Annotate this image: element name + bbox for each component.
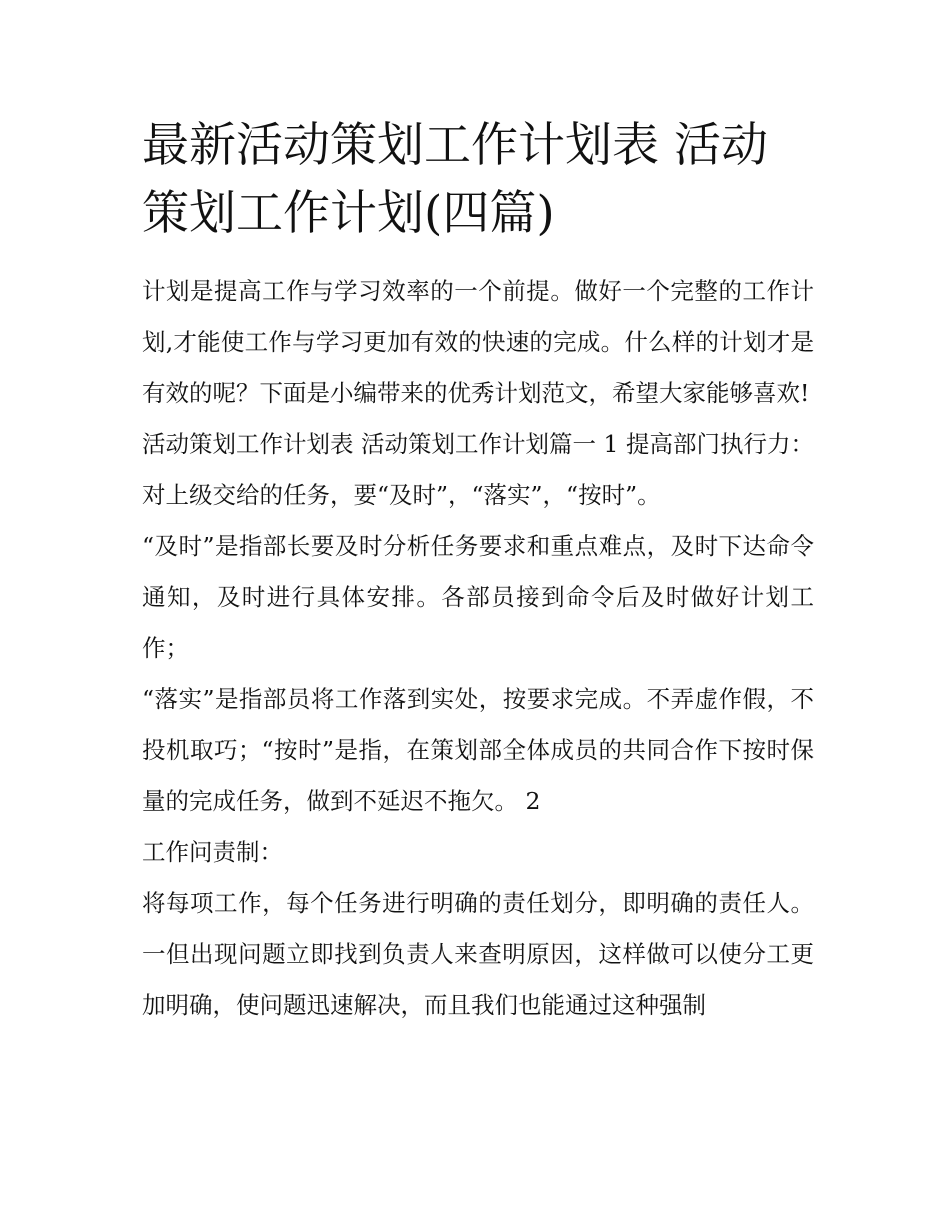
document-page — [142, 112, 814, 1031]
paragraph-timely: “及时”是指部长要及时分析任务要求和重点难点，及时下达命令通知，及时进行具体安排。各部员接到命令后及时做好计划工作； — [142, 532, 814, 662]
paragraph-accountability-heading: 工作问责制： — [142, 838, 283, 866]
document-body — [142, 266, 814, 1031]
paragraph-implement: “落实”是指部员将工作落到实处，按要求完成。不弄虚作假，不投机取巧；“按时”是指，在策划部全体成员的共同合作下按时保量的完成任务，做到不延迟不拖欠。 2 — [142, 685, 814, 815]
paragraph-accountability: 将每项工作，每个任务进行明确的责任划分，即明确的责任人。一但出现问题立即找到负责人来查明原因，这样做可以使分工更加明确，使问题迅速解决，而且我们也能通过这种强制 — [142, 889, 814, 1019]
paragraph-intro: 计划是提高工作与学习效率的一个前提。做好一个完整的工作计划,才能使工作与学习更加有效的快速的完成。什么样的计划才是有效的呢？下面是小编带来的优秀计划范文，希望大家能够喜欢! — [142, 277, 814, 407]
document-title: 最新活动策划工作计划表 活动策划工作计划(四篇) — [142, 118, 768, 241]
paragraph-section-one: 活动策划工作计划表 活动策划工作计划篇一 1 提高部门执行力： 对上级交给的任务，要“及时”，“落实”，“按时”。 — [142, 430, 814, 509]
